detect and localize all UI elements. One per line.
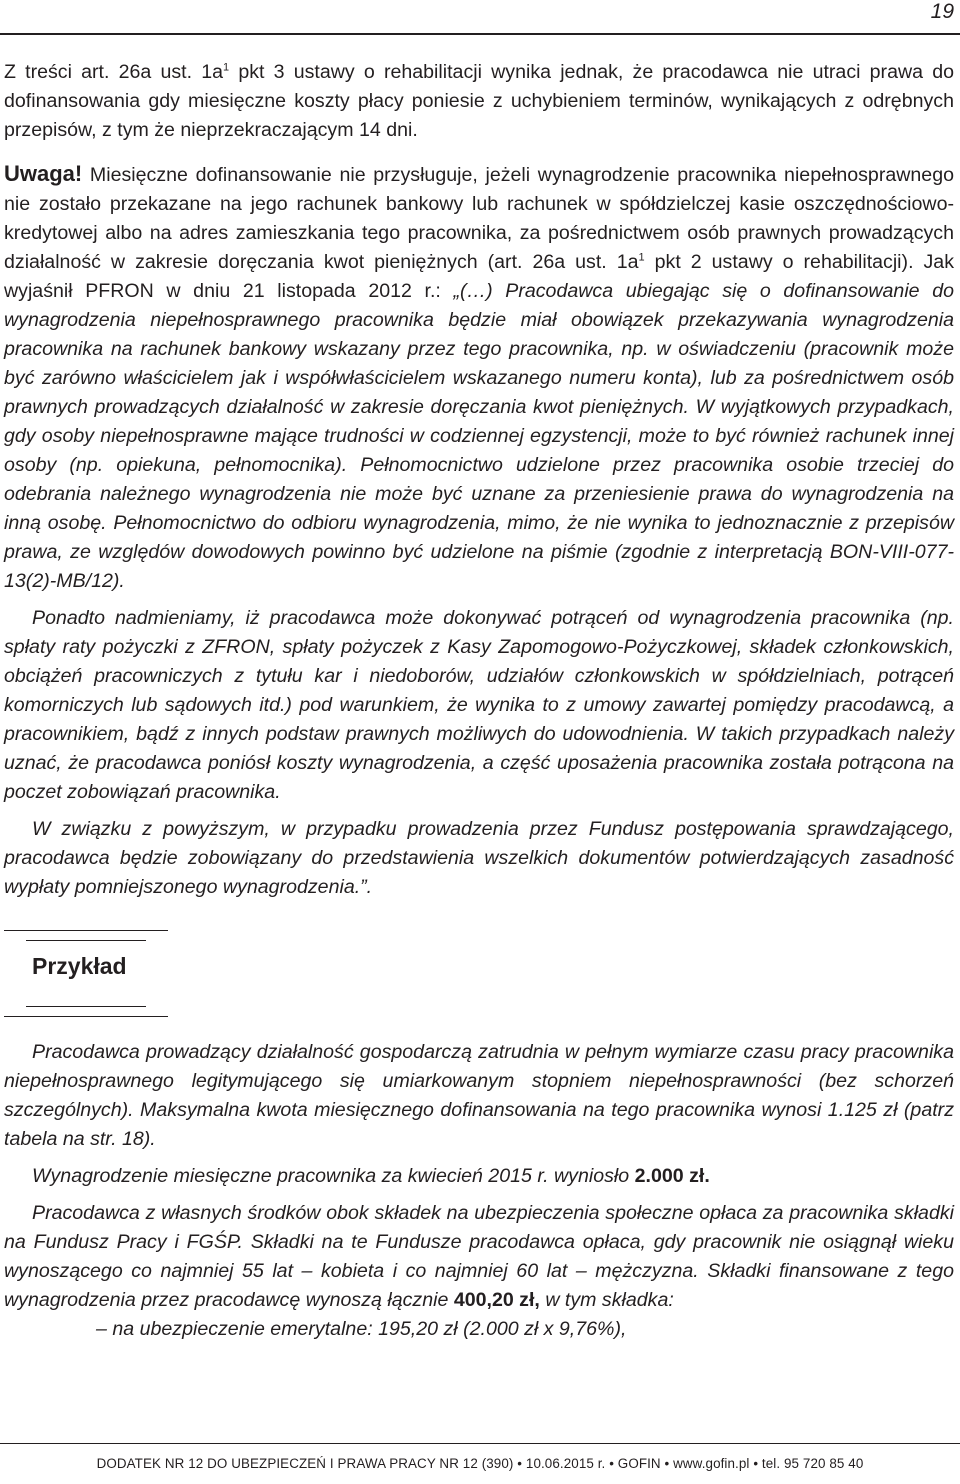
quote-text: W związku z powyższym, w przypadku prowadzenia przez Fundusz postępowania sprawdzającego, pracodawca będzie zobowiązany do przedstawienia wszelkich dokumentów potwierdzających zasadność wypłaty pomniejszonego wynagrodzenia.”. xyxy=(4,818,954,898)
superscript: 1 xyxy=(638,251,645,264)
quote-text: Ponadto nadmieniamy, iż pracodawca może dokonywać potrąceń od wynagrodzenia pracownika (np. spłaty raty pożyczki z ZFRON, spłaty pożyczek z Kasy Zapomogowo-Pożyczkowej, składek członkowskich, obciążeń pracowniczych z tytułu kar i niedoborów, udziałów członkowskich w spółdzielniach, potrąceń komorniczych lub sądowych itd.) pod warunkiem, że wynika to z umowy zawartej pomiędzy pracodawcą, a pracownikiem, bądź z innych podstaw prawnych możliwych do udowodnienia. W takich przypadkach należy uznać, że pracodawca poniósł koszty wynagrodzenia, a część uposażenia pracownika została potrącona na poczet zobowiązań pracownika. xyxy=(4,607,954,803)
pfron-quote: „(…) Pracodawca ubiegając się o dofinansowanie do wynagrodzenia niepełnosprawnego pracownika będzie miał obowiązek przekazywania wynagrodzenia pracownika na rachunek bankowy wskazany przez tego pracownika, np. w oświadczeniu (pracownik może być zarówno właścicielem jak i współwłaścicielem wskazanego numeru konta), lub za pośrednictwem osób prawnych prowadzących działalność w zakresie doręczania kwot pieniężnych. W wyjątkowych przypadkach, gdy osoby niepełnosprawne mające trudności w codziennej egzystencji, może to być również rachunek innej osoby (np. opiekuna, pełnomocnika). Pełnomocnictwo udzielone przez pracownika osobie trzeciej do odebrania należnego wynagrodzenia nie może być uznane za przeniesienie prawa do wynagrodzenia na inną osobę. Pełnomocnictwo do odbioru wynagrodzenia, mimo, że nie wynika to jednoznacznie z przepisów prawa, ze względów dowodowych powinno być udzielone na piśmie (zgodnie z interpretacją BON-VIII-077-13(2)-MB/12). xyxy=(4,280,954,592)
page-number: 19 xyxy=(930,0,954,23)
paragraph-text: pkt 3 ustawy o rehabilitacji wynika jednak, że pracodawca nie utraci prawa do dofinansowania gdy miesięczne koszty płacy poniesie z uchybieniem terminów, wynikających z odrębnych przepisów, z tym że nieprzekraczającym 14 dni. xyxy=(4,61,954,141)
list-item-text: – na ubezpieczenie emerytalne: 195,20 zł (2.000 zł x 9,76%), xyxy=(96,1318,627,1340)
example-paragraph-2 xyxy=(4,1162,954,1191)
example-text: Wynagrodzenie miesięczne pracownika za kwiecień 2015 r. wyniosło xyxy=(32,1165,635,1187)
example-text: Pracodawca prowadzący działalność gospodarczą zatrudnia w pełnym wymiarze czasu pracy pracownika niepełnosprawnego legitymującego się umiarkowanym stopniem niepełnosprawności (bez schorzeń szczególnych). Maksymalna kwota miesięcznego dofinansowania na tego pracownika wynosi 1.125 zł (patrz tabela na str. 18). xyxy=(4,1041,954,1150)
example-rule-top xyxy=(4,930,168,931)
paragraph-verification xyxy=(4,815,954,902)
example-heading-block xyxy=(4,918,954,1030)
example-text: Pracodawca z własnych środków obok składek na ubezpieczenia społeczne opłaca za pracownika składki na Fundusz Pracy i FGŚP. Składki na te Fundusze pracodawca opłaca, gdy pracownik nie osiągnął wieku wynoszącego co najmniej 55 lat – kobieta i co najmniej 60 lat – mężczyzna. Składki finansowane z tego wynagrodzenia przez pracodawcę wynoszą łącznie xyxy=(4,1202,954,1311)
example-text: w tym składka: xyxy=(539,1289,674,1311)
header-rule xyxy=(0,33,960,35)
superscript: 1 xyxy=(223,61,230,74)
paragraph-deductions xyxy=(4,604,954,807)
example-rule-bottom-inner xyxy=(26,1006,146,1007)
warning-label: Uwaga! xyxy=(4,161,83,186)
page-body xyxy=(4,58,954,1344)
page-footer: DODATEK NR 12 DO UBEZPIECZEŃ I PRAWA PRACY NR 12 (390) • 10.06.2015 r. • GOFIN • www.gofin.pl • tel. 95 720 85 40 xyxy=(0,1443,960,1484)
example-rule-bottom xyxy=(4,1016,168,1017)
paragraph-text: pkt 2 ustawy o rehabilitacji). Jak wyjaśnił PFRON w dniu 21 listopada 2012 r.: xyxy=(4,251,954,302)
example-paragraph-3 xyxy=(4,1199,954,1315)
example-paragraph-1 xyxy=(4,1038,954,1154)
paragraph-deadline-rule xyxy=(4,58,954,145)
example-title: Przykład xyxy=(32,953,127,979)
contributions-total: 400,20 zł, xyxy=(453,1289,540,1311)
example-rule-top-inner xyxy=(26,940,146,941)
contribution-list-item xyxy=(4,1315,954,1344)
paragraph-text: Z treści art. 26a ust. 1a xyxy=(4,61,224,83)
paragraph-text: Miesięczne dofinansowanie nie przysługuje, jeżeli wynagrodzenie pracownika niepełnosprawnego nie zostało przekazane na jego rachunek bankowy lub rachunek w spółdzielczej kasie oszczędnościowo-kredytowej albo na adres zamieszkania tego pracownika, za pośrednictwem osób prawnych prowadzących działalność w zakresie doręczania kwot pieniężnych (art. 26a ust. 1a xyxy=(4,164,954,273)
salary-amount: 2.000 zł. xyxy=(634,1165,710,1187)
paragraph-warning xyxy=(4,159,954,596)
